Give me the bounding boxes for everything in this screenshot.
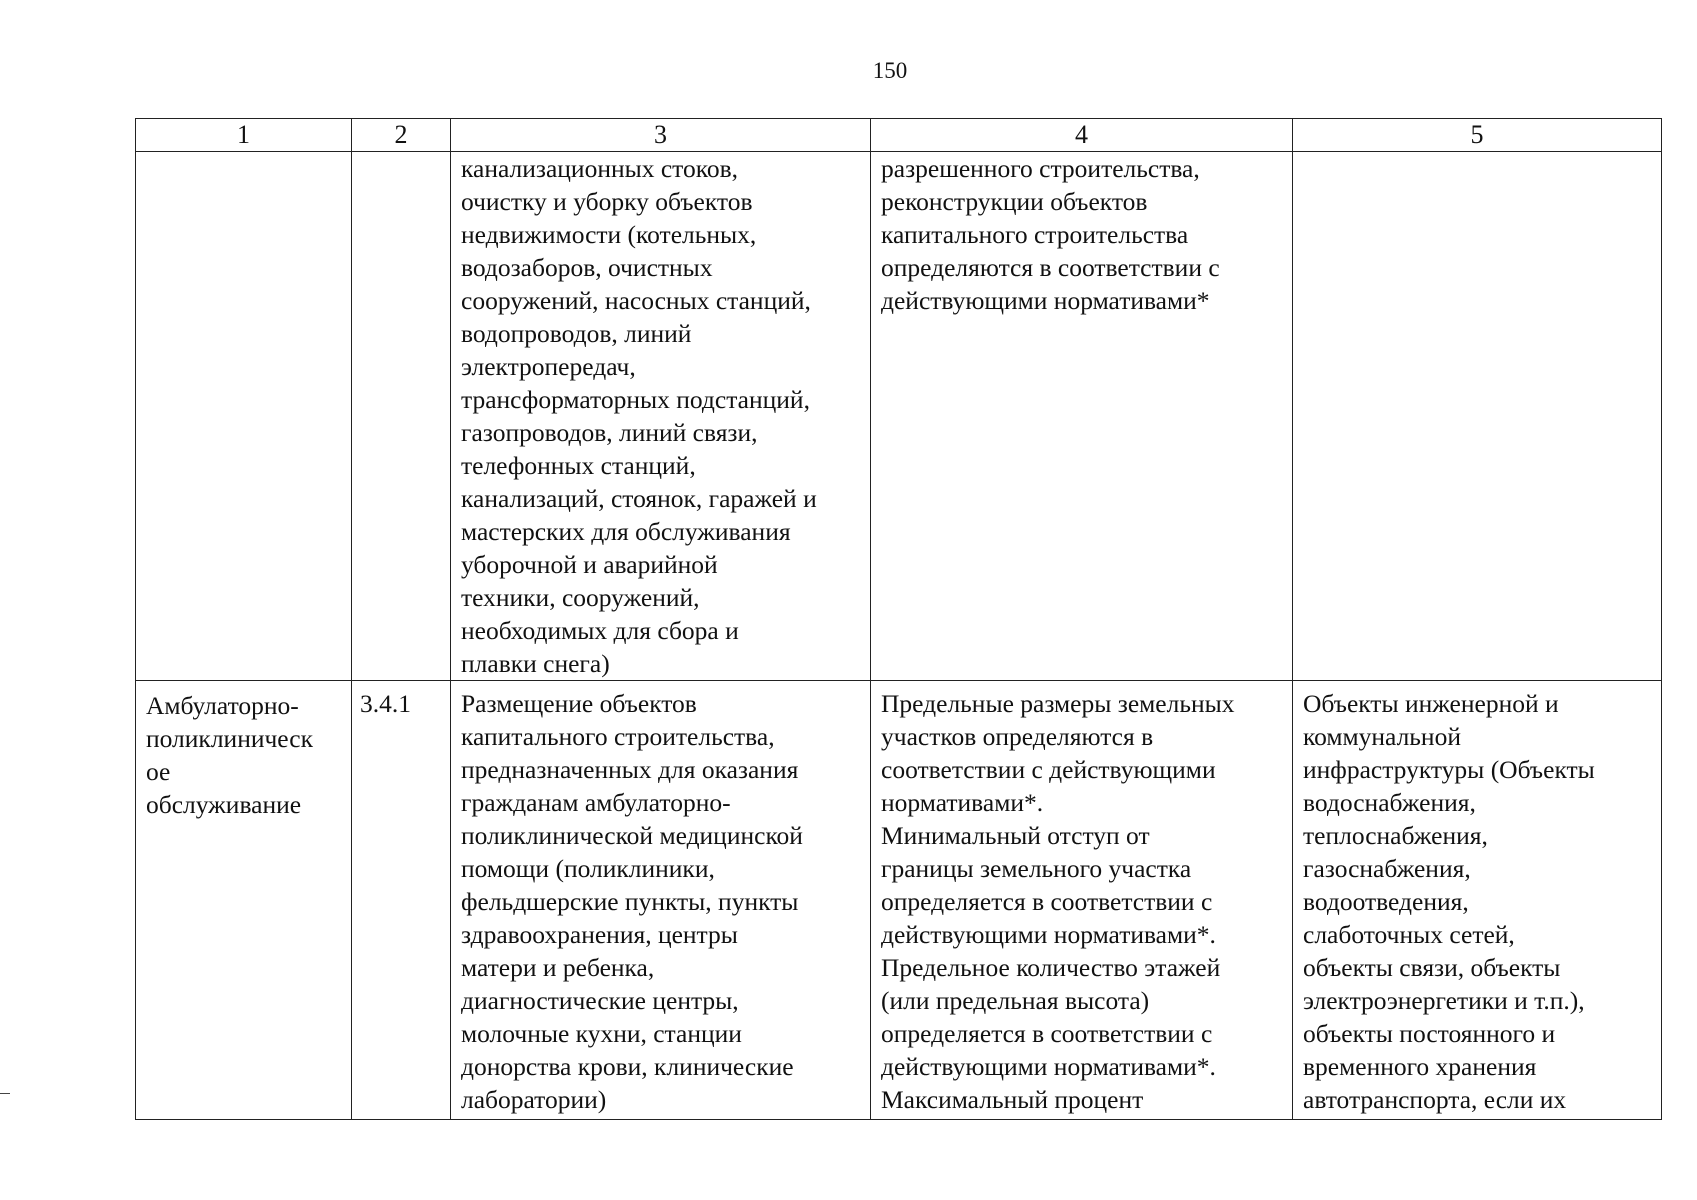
column-header-1: 1	[136, 119, 352, 152]
land-use-type-cell	[136, 152, 352, 681]
column-header-2: 2	[352, 119, 451, 152]
page-number: 150	[872, 58, 908, 83]
land-use-code-cell	[352, 152, 451, 681]
land-use-type-cell: Амбулаторно- поликлиническ ое обслуживание	[136, 681, 352, 1120]
column-header-4: 4	[871, 119, 1293, 152]
description-cell: Размещение объектов капитального строительства, предназначенных для оказания гражданам амбулаторно- поликлинической медицинской помощи (поликлиники, фельдшерские пункты, пункты здравоохранения, центры матери и ребенка, диагностические центры, молочные кухни, станции донорства крови, клинические лаборатории)	[451, 681, 871, 1120]
land-use-code-cell: 3.4.1	[352, 681, 451, 1120]
table-row	[136, 681, 1662, 1120]
table-header-row	[136, 119, 1662, 152]
regulations-table	[135, 118, 1662, 1120]
parameters-cell: разрешенного строительства, реконструкции объектов капитального строительства определяются в соответствии с действующими нормативами*	[871, 152, 1293, 681]
auxiliary-uses-cell: Объекты инженерной и коммунальной инфраструктуры (Объекты водоснабжения, теплоснабжения, газоснабжения, водоотведения, слаботочных сетей, объекты связи, объекты электроэнергетики и т.п.), объекты постоянного и временного хранения автотранспорта, если их	[1293, 681, 1662, 1120]
auxiliary-uses-cell	[1293, 152, 1662, 681]
column-header-3: 3	[451, 119, 871, 152]
column-header-5: 5	[1293, 119, 1662, 152]
table-row	[136, 152, 1662, 681]
description-cell: канализационных стоков, очистку и уборку объектов недвижимости (котельных, водозаборов, очистных сооружений, насосных станций, водопроводов, линий электропередач, трансформаторных подстанций, газопроводов, линий связи, телефонных станций, канализаций, стоянок, гаражей и мастерских для обслуживания уборочной и аварийной техники, сооружений, необходимых для сбора и плавки снега)	[451, 152, 871, 681]
margin-mark	[0, 1093, 10, 1094]
parameters-cell: Предельные размеры земельных участков определяются в соответствии с действующими нормативами*. Минимальный отступ от границы земельного участка определяется в соответствии с действующими нормативами*. Предельное количество этажей (или предельная высота) определяется в соответствии с действующими нормативами*. Максимальный процент	[871, 681, 1293, 1120]
